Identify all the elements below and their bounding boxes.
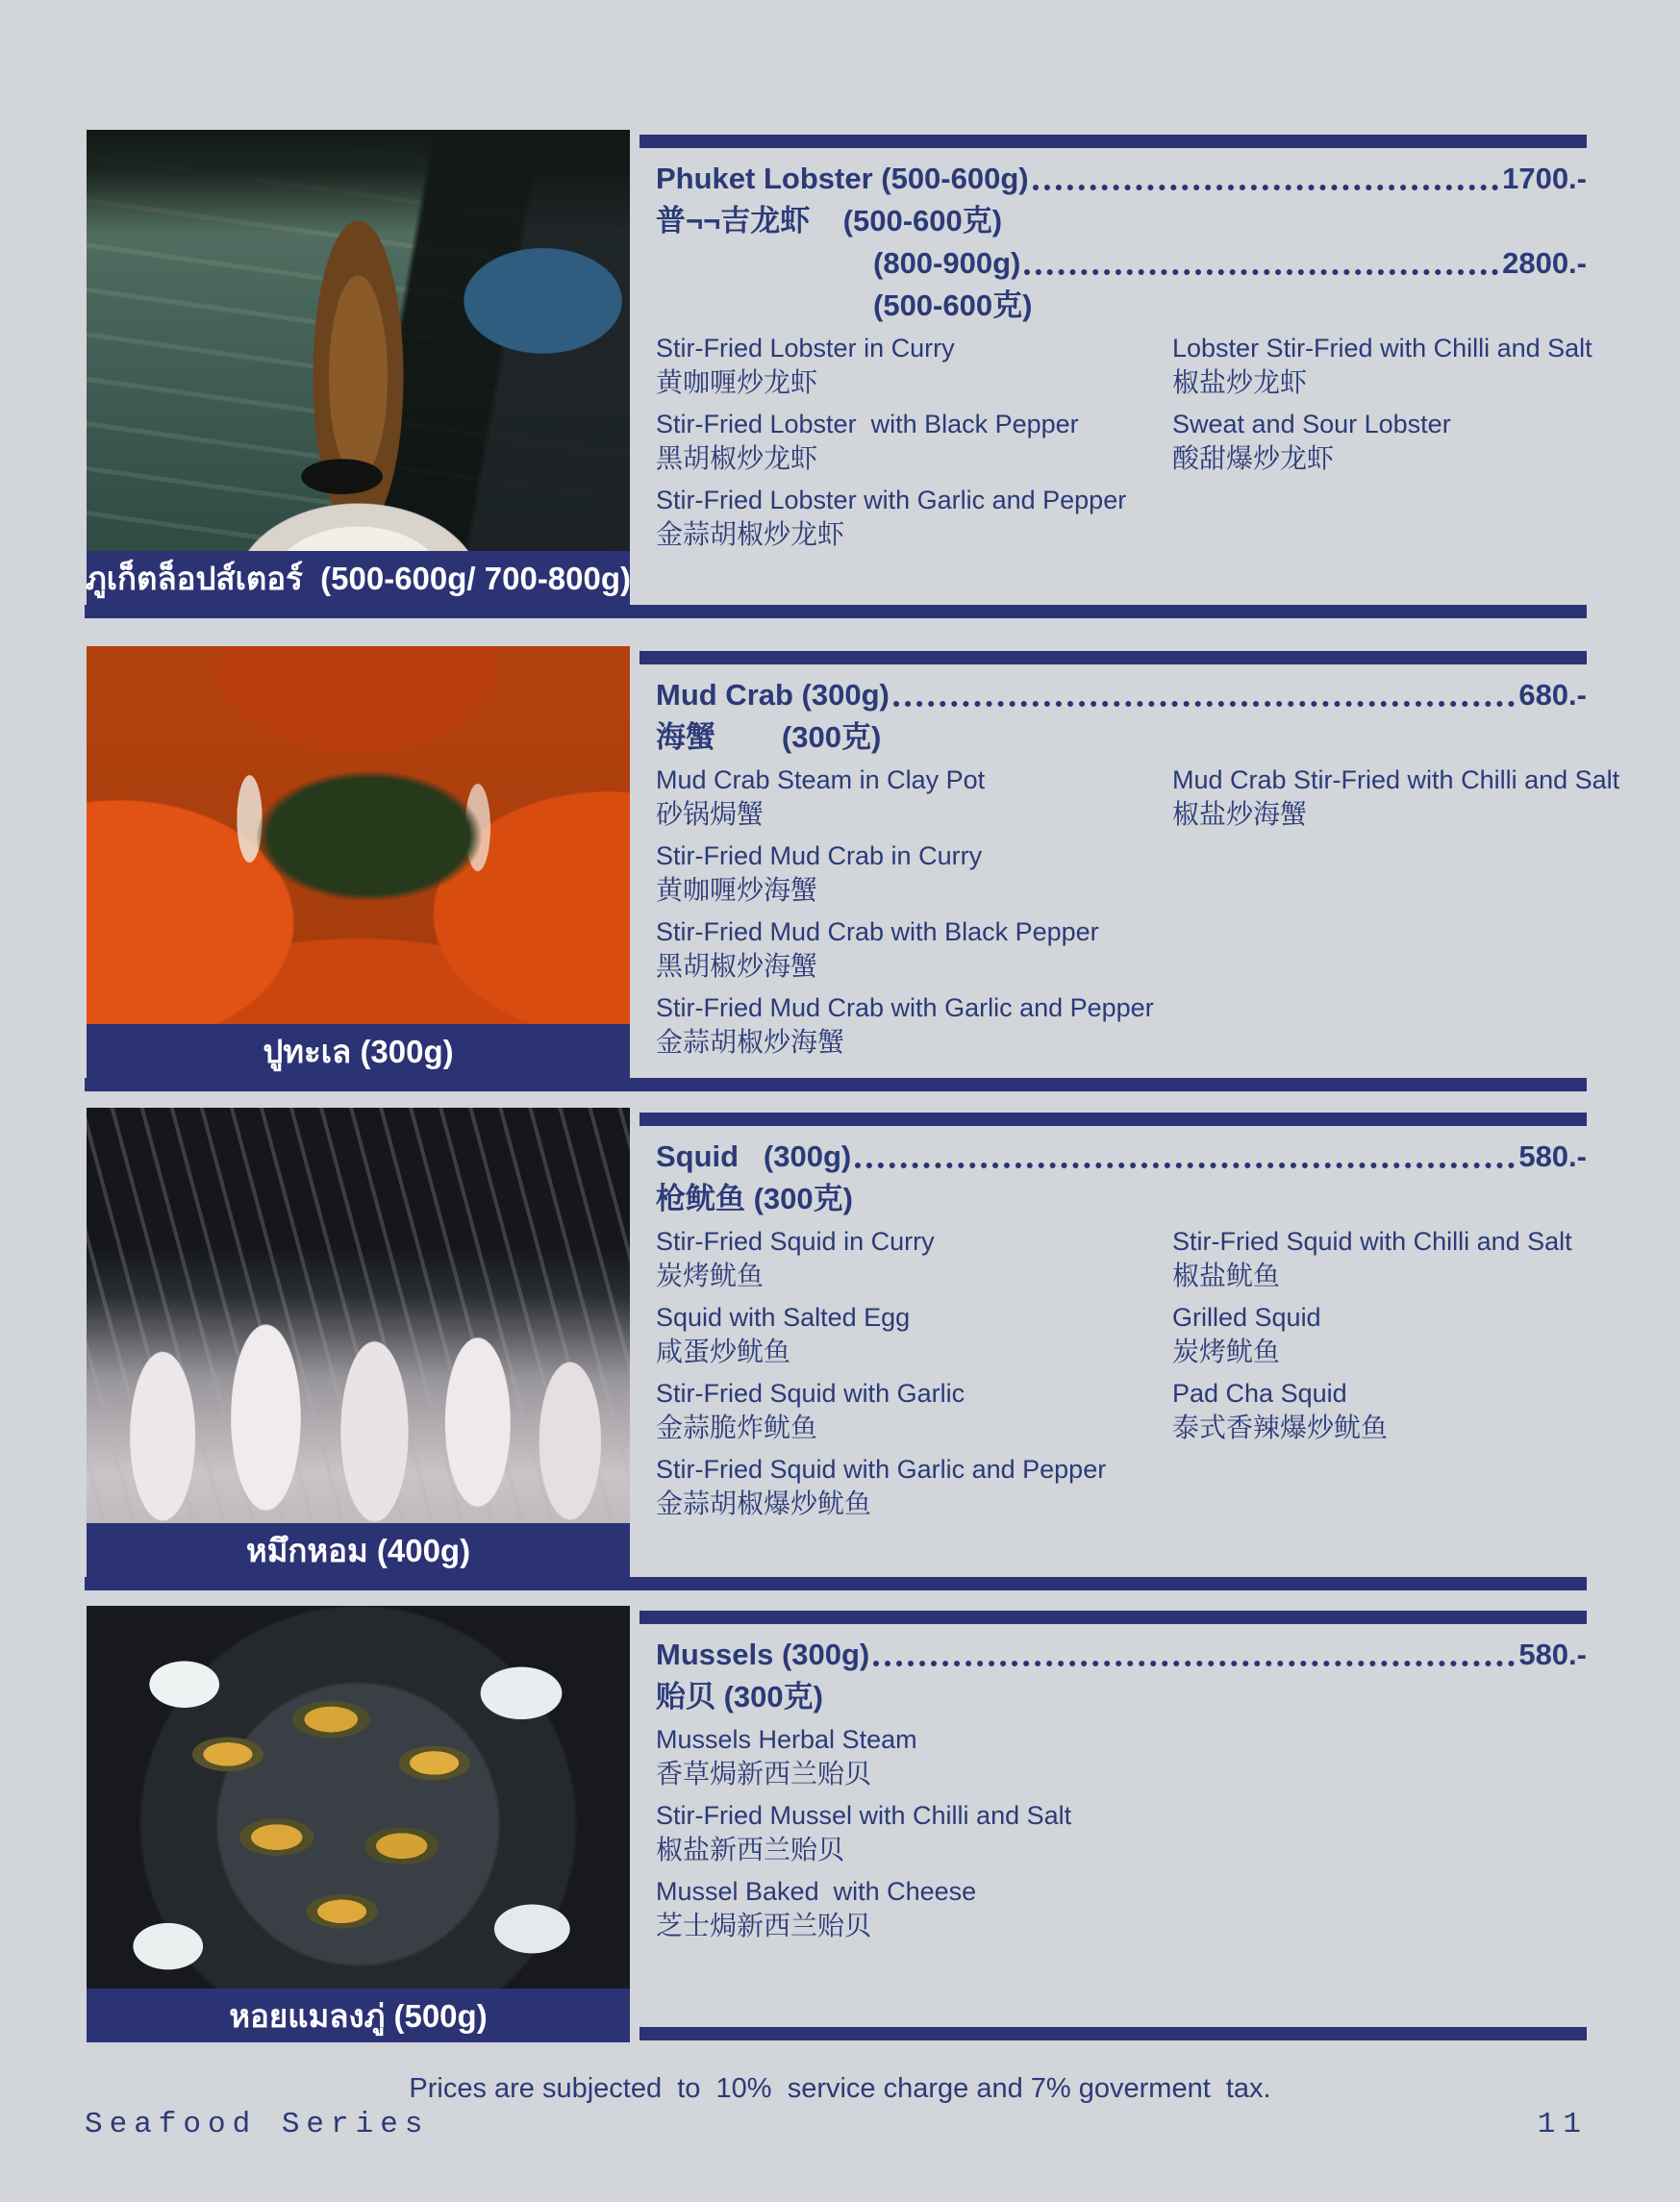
dish-name-zh: 砂锅焗蟹 (656, 800, 765, 830)
section-divider (85, 605, 1587, 618)
dish-name-zh: 咸蛋炒鱿鱼 (656, 1338, 791, 1367)
section-divider (85, 1078, 1587, 1091)
menu-item-price: 2800.- (1502, 246, 1587, 280)
dish-name-zh: 黑胡椒炒龙虾 (656, 444, 818, 474)
dish-name-en: Stir-Fried Mud Crab with Garlic and Pepper (656, 993, 1154, 1022)
section-mussels (85, 1606, 1587, 2042)
dish (656, 1454, 1172, 1522)
menu-item-name: (500-600克) (873, 288, 1033, 322)
dish (656, 1876, 1172, 1944)
dotted-leader (893, 701, 1515, 707)
dish-column-left (656, 764, 1172, 1068)
phuket-lobster-photo (87, 130, 630, 605)
dotted-leader (1033, 185, 1498, 190)
dish-name-en: Stir-Fried Squid with Garlic (656, 1379, 965, 1408)
dish-name-en: Mussel Baked with Cheese (656, 1877, 977, 1906)
dish-name-zh: 酸甜爆炒龙虾 (1172, 444, 1335, 474)
dish (656, 992, 1172, 1061)
dish-name-zh: 香草焗新西兰贻贝 (656, 1760, 872, 1789)
dish (1172, 764, 1619, 833)
dish (1172, 1302, 1587, 1370)
photo-caption-banner (87, 551, 630, 605)
photo-caption-banner (87, 1989, 630, 2042)
dish-name-en: Pad Cha Squid (1172, 1379, 1347, 1408)
section-header (656, 158, 1587, 327)
menu-header-line (656, 242, 1587, 285)
section-details (639, 1606, 1587, 1952)
dish-name-zh: 泰式香辣爆炒鱿鱼 (1172, 1414, 1389, 1443)
menu-item-name: 海蟹 (300克) (656, 720, 882, 754)
mussels-photo (87, 1606, 630, 2042)
dish-name-en: Mud Crab Steam in Clay Pot (656, 765, 986, 794)
photo-caption: หอยแมลงภู่ (500g) (229, 1997, 488, 2034)
dish-name-zh: 金蒜胡椒炒海蟹 (656, 1028, 845, 1058)
dish (656, 409, 1172, 477)
dish-name-zh: 芝士焗新西兰贻贝 (656, 1912, 872, 1941)
dish-name-en: Stir-Fried Squid with Chilli and Salt (1172, 1227, 1572, 1256)
section-phuket-lobster (85, 130, 1592, 618)
menu-item-name: Squid (300g) (656, 1139, 852, 1173)
dish-column-right (1172, 1724, 1587, 1952)
dish-name-en: Mud Crab Stir-Fried with Chilli and Salt (1172, 765, 1620, 794)
dish (656, 764, 1172, 833)
dish-name-en: Stir-Fried Lobster with Garlic and Pepper (656, 486, 1127, 514)
dish (656, 485, 1172, 553)
dish (656, 1226, 1172, 1294)
dish-name-en: Stir-Fried Mud Crab in Curry (656, 841, 983, 870)
menu-item-name: Mussels (300g) (656, 1638, 870, 1671)
menu-header-line (656, 158, 1587, 200)
dish-name-zh: 椒盐炒海蟹 (1172, 800, 1308, 830)
dish-column-left (656, 333, 1172, 561)
section-top-rule (639, 135, 1587, 148)
dotted-leader (855, 1163, 1515, 1168)
dish-name-zh: 炭烤鱿鱼 (656, 1262, 765, 1291)
section-top-rule (639, 1611, 1587, 1624)
photo-caption: ภูเก็ตล็อปส์เตอร์ (500-600g/ 700-800g) (86, 560, 632, 596)
dish-name-zh: 黑胡椒炒海蟹 (656, 952, 818, 982)
section-divider (639, 2027, 1587, 2040)
menu-header-line (656, 1676, 1587, 1718)
section-mud-crab (85, 646, 1620, 1091)
dish-name-zh: 黄咖喱炒海蟹 (656, 876, 818, 906)
dish-name-zh: 金蒜脆炸鱿鱼 (656, 1414, 818, 1443)
dish-name-zh: 金蒜胡椒爆炒鱿鱼 (656, 1489, 872, 1519)
dish-name-zh: 炭烤鱿鱼 (1172, 1338, 1281, 1367)
dish-name-zh: 椒盐鱿鱼 (1172, 1262, 1281, 1291)
section-top-rule (639, 1113, 1587, 1126)
menu-item-price: 580.- (1518, 1638, 1587, 1671)
squid-photo (87, 1108, 630, 1577)
dish-columns (656, 333, 1592, 561)
dish (656, 333, 1172, 401)
menu-header-line (656, 200, 1587, 242)
dish-columns (656, 1226, 1587, 1530)
dotted-leader (873, 1661, 1515, 1666)
section-details (639, 1108, 1587, 1530)
dish (1172, 1226, 1587, 1294)
photo-caption: ปูทะเล (300g) (263, 1033, 454, 1069)
dish (1172, 1378, 1587, 1446)
dish-name-en: Squid with Salted Egg (656, 1303, 911, 1332)
dish-name-en: Stir-Fried Squid with Garlic and Pepper (656, 1455, 1107, 1484)
dish-column-left (656, 1724, 1172, 1952)
dish-columns (656, 1724, 1587, 1952)
dish (656, 1302, 1172, 1370)
menu-header-line (656, 674, 1587, 716)
dish (656, 916, 1172, 985)
menu-item-name: 枪鱿鱼 (300克) (656, 1182, 853, 1215)
dish-column-left (656, 1226, 1172, 1530)
photo-caption-banner (87, 1024, 630, 1078)
dish-name-zh: 椒盐炒龙虾 (1172, 368, 1308, 398)
page-number: 11 (1537, 2108, 1589, 2141)
dish-column-right (1172, 333, 1592, 561)
dish-name-zh: 黄咖喱炒龙虾 (656, 368, 818, 398)
menu-header-line (656, 716, 1587, 759)
dish-name-zh: 金蒜胡椒炒龙虾 (656, 520, 845, 550)
menu-item-name: 普¬¬吉龙虾 (500-600克) (656, 204, 1003, 238)
dish-name-en: Stir-Fried Squid in Curry (656, 1227, 935, 1256)
mud-crab-photo (87, 646, 630, 1078)
dish-name-en: Stir-Fried Mud Crab with Black Pepper (656, 917, 1099, 946)
section-header (656, 1634, 1587, 1718)
dish (656, 840, 1172, 909)
menu-item-name: Mud Crab (300g) (656, 678, 890, 712)
section-divider (85, 1577, 1587, 1590)
section-header (656, 1136, 1587, 1220)
menu-header-line (656, 1178, 1587, 1220)
section-squid (85, 1108, 1587, 1590)
menu-item-price: 580.- (1518, 1139, 1587, 1173)
section-header (656, 674, 1587, 759)
menu-item-name: (800-900g) (873, 246, 1021, 280)
menu-header-line (656, 1136, 1587, 1178)
menu-item-price: 680.- (1518, 678, 1587, 712)
dish (656, 1800, 1172, 1868)
photo-caption: หมึกหอม (400g) (245, 1532, 471, 1568)
dish-name-en: Lobster Stir-Fried with Chilli and Salt (1172, 334, 1592, 363)
dish-column-right (1172, 764, 1619, 1068)
dish-column-right (1172, 1226, 1587, 1530)
dotted-leader (1024, 269, 1498, 275)
dish (1172, 333, 1592, 401)
dish-name-en: Stir-Fried Lobster with Black Pepper (656, 410, 1079, 438)
section-top-rule (639, 651, 1587, 664)
dish-name-zh: 椒盐新西兰贻贝 (656, 1836, 845, 1865)
dish-name-en: Grilled Squid (1172, 1303, 1321, 1332)
menu-item-name: 贻贝 (300克) (656, 1680, 823, 1714)
menu-header-line (656, 285, 1587, 327)
dish-name-en: Stir-Fried Lobster in Curry (656, 334, 955, 363)
menu-header-line (656, 1634, 1587, 1676)
series-title: Seafood Series (85, 2108, 430, 2141)
dish (1172, 409, 1592, 477)
dish-name-en: Stir-Fried Mussel with Chilli and Salt (656, 1801, 1072, 1830)
dish-name-en: Mussels Herbal Steam (656, 1725, 917, 1754)
section-details (639, 130, 1592, 561)
dish-columns (656, 764, 1620, 1068)
photo-caption-banner (87, 1523, 630, 1577)
menu-item-name: Phuket Lobster (500-600g) (656, 162, 1029, 195)
dish (656, 1378, 1172, 1446)
section-details (639, 646, 1620, 1068)
dish-name-en: Sweat and Sour Lobster (1172, 410, 1451, 438)
dish (656, 1724, 1172, 1792)
menu-item-price: 1700.- (1502, 162, 1587, 195)
service-charge-note: Prices are subjected to 10% service charge and 7% goverment tax. (409, 2073, 1271, 2104)
